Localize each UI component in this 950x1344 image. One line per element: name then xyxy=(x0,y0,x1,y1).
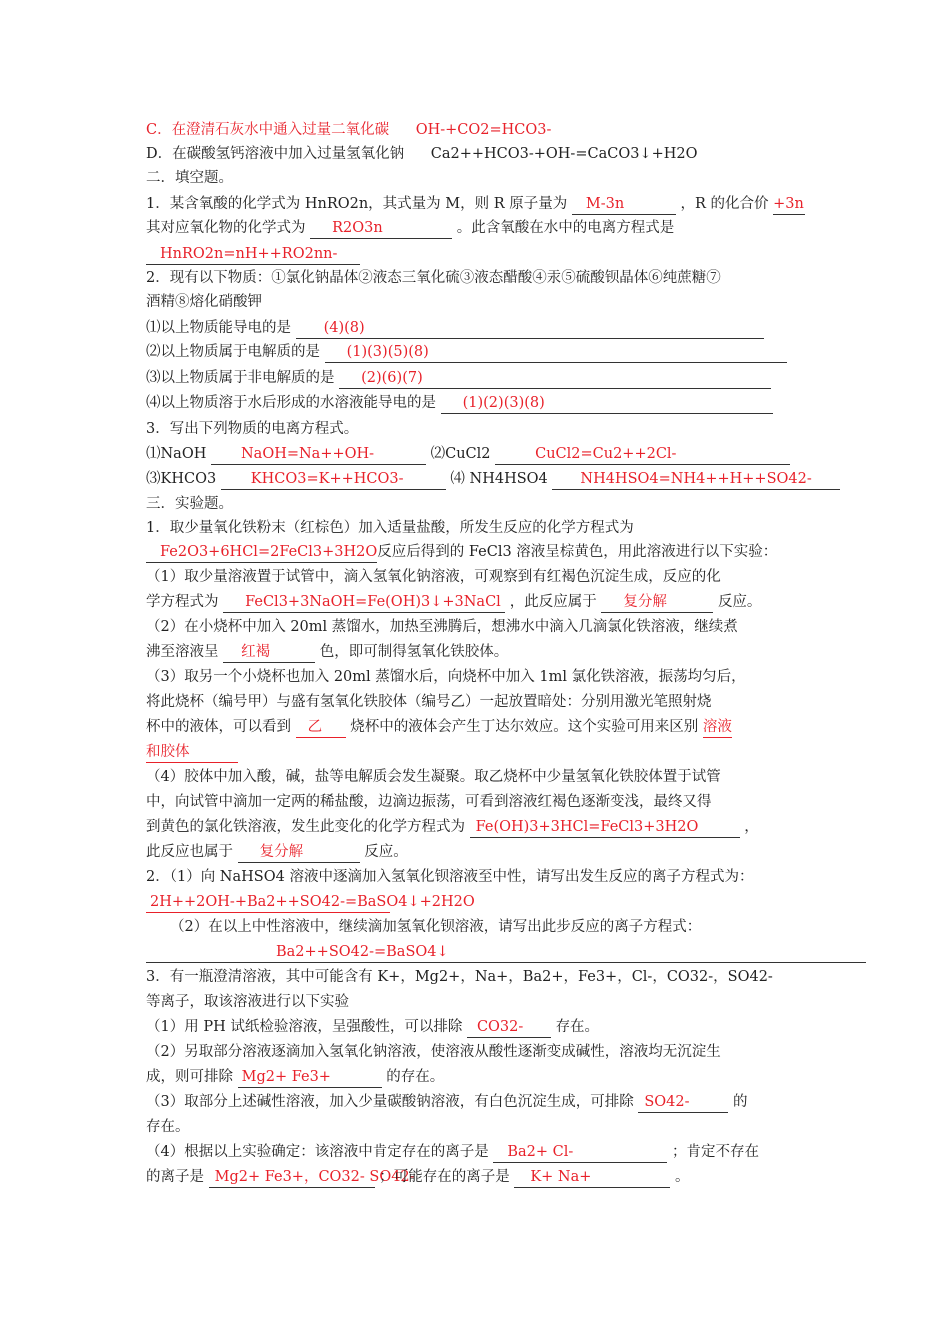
q1-ionization-label: 。此含氧酸在水中的电离方程式是 xyxy=(456,220,675,236)
exp3-part4-answer-absent: Mg2+ Fe3+，CO32- SO42- xyxy=(209,1167,375,1188)
exp1-part4-line3 xyxy=(146,815,816,839)
exp2-part1-answer: 2H++2OH-+Ba2++SO42-=BaSO4↓+2H2O xyxy=(146,892,390,913)
exp1-part4-answer: Fe(OH)3+3HCl=FeCl3+3H2O xyxy=(470,817,740,838)
exp1-part2-answer: 红褐 xyxy=(223,642,315,663)
q1-line1 xyxy=(146,192,816,216)
q2-stem-line1: 2．现有以下物质：①氯化钠晶体②液态三氧化硫③液态醋酸④汞⑤硫酸钡晶体⑥纯蔗糖⑦ xyxy=(146,270,721,286)
q3-row2 xyxy=(146,467,816,491)
exp1-part1-type-label: ，此反应属于 xyxy=(509,594,597,610)
exp3-part2-line1: （2）另取部分溶液逐滴加入氢氧化钠溶液，使溶液从酸性逐渐变成碱性，溶液均无沉淀生 xyxy=(146,1044,721,1060)
q2-part1 xyxy=(146,316,816,340)
q2-part4 xyxy=(146,391,816,415)
exp2-part1-answer-line xyxy=(146,890,816,914)
exp1-part4-line4 xyxy=(146,840,816,864)
exp3-part4-absent-prefix: 的离子是 xyxy=(146,1169,204,1185)
exp3-part4-answer-present: Ba2+ Cl- xyxy=(493,1142,667,1163)
option-d xyxy=(146,142,816,166)
exp1-part2-label: 沸至溶液呈 xyxy=(146,644,219,660)
exp1-answer-equation: Fe2O3+6HCl=2FeCl3+3H2O xyxy=(146,542,377,563)
exp1-part3-line3 xyxy=(146,715,816,739)
q3-item4-label: ⑷ NH4HSO4 xyxy=(450,471,548,487)
q1-line3 xyxy=(146,242,816,266)
exp3-part2-label: 成，则可排除 xyxy=(146,1069,233,1085)
option-d-equation: Ca2++HCO3-+OH-=CaCO3↓+H2O xyxy=(430,146,698,162)
option-c-text: C．在澄清石灰水中通入过量二氧化碳 xyxy=(146,122,390,138)
exp3-part2-answer: Mg2+ Fe3+ xyxy=(238,1067,382,1088)
q3-item2-label: ⑵CuCl2 xyxy=(430,446,491,462)
exp1-part3-line1: （3）取另一个小烧杯也加入 20ml 蒸馏水后，向烧杯中加入 1ml 氯化铁溶液，振荡均匀后， xyxy=(146,669,746,685)
exp1-part2-line2 xyxy=(146,640,816,664)
exp1-stem: 1．取少量氧化铁粉末（红棕色）加入适量盐酸，所发生反应的化学方程式为 xyxy=(146,520,634,536)
exp3-part3-line1 xyxy=(146,1090,816,1114)
q1-oxide-label: 其对应氧化物的化学式为 xyxy=(146,220,306,236)
section-fill-blank-heading: 二．填空题。 xyxy=(146,170,233,186)
q1-valence-label: ，R 的化合价 xyxy=(680,196,769,212)
exp2-part2-stem: （2）在以上中性溶液中，继续滴加氢氧化钡溶液，请写出此步反应的离子方程式： xyxy=(170,919,702,935)
exp1-part1-line1: （1）取少量溶液置于试管中，滴入氢氧化钠溶液，可观察到有红褐色沉淀生成，反应的化 xyxy=(146,569,721,585)
q3-row1 xyxy=(146,442,816,466)
q2-stem-line2: 酒精⑧熔化硝酸钾 xyxy=(146,294,262,310)
exp3-part4-answer-possible: K+ Na+ xyxy=(514,1167,670,1188)
section-experiment-heading: 三．实验题。 xyxy=(146,496,233,512)
q2-part3 xyxy=(146,366,816,390)
exp1-part1-type-answer: 复分解 xyxy=(601,592,713,613)
exp1-part1-suffix: 反应。 xyxy=(717,594,762,610)
option-d-text: D．在碳酸氢钙溶液中加入过量氢氧化钠 xyxy=(146,146,405,162)
exp1-part2-suffix: 色，即可制得氢氧化铁胶体。 xyxy=(319,644,509,660)
exp1-line2-text: 反应后得到的 FeCl3 溶液呈棕黄色，用此溶液进行以下实验： xyxy=(377,544,778,560)
q2-part1-answer: (4)(8) xyxy=(296,318,764,339)
exp1-part1-label: 学方程式为 xyxy=(146,594,219,610)
exp3-part4-period: 。 xyxy=(674,1169,690,1185)
exp1-part3-answer-beaker: 乙 xyxy=(296,717,346,738)
exp1-part4-type-label: 此反应也属于 xyxy=(146,844,233,860)
exp1-part3-answer-distinguish: 溶液 xyxy=(703,717,732,738)
exp3-part1-suffix: 存在。 xyxy=(555,1019,600,1035)
q3-item3-label: ⑶KHCO3 xyxy=(146,471,217,487)
exp2-part2-answer: Ba2++SO42-=BaSO4↓ xyxy=(146,942,866,963)
option-c-equation: OH-+CO2=HCO3- xyxy=(415,122,552,138)
exp3-part3-line2: 存在。 xyxy=(146,1119,190,1135)
exp2-part1-stem: 2．（1）向 NaHSO4 溶液中逐滴加入氢氧化钡溶液至中性，请写出发生反应的离子方程式为： xyxy=(146,869,754,885)
exp1-part4-line1: （4）胶体中加入酸，碱，盐等电解质会发生凝聚。取乙烧杯中少量氢氧化铁胶体置于试管 xyxy=(146,769,721,785)
exp3-part1 xyxy=(146,1015,816,1039)
exp1-part2-line1: （2）在小烧杯中加入 20ml 蒸馏水，加热至沸腾后，想沸水中滴入几滴氯化铁溶液，继续煮 xyxy=(146,619,738,635)
exp1-part4-suffix: 反应。 xyxy=(364,844,408,860)
exp3-part1-label: （1）用 PH 试纸检验溶液，呈强酸性，可以排除 xyxy=(146,1019,463,1035)
exp3-part4-label: （4）根据以上实验确定：该溶液中肯定存在的离子是 xyxy=(146,1144,489,1160)
q3-item3-answer: KHCO3=K++HCO3- xyxy=(221,469,446,490)
exp3-part4-line1 xyxy=(146,1140,816,1164)
exp3-part3-label: （3）取部分上述碱性溶液，加入少量碳酸钠溶液，有白色沉淀生成，可排除 xyxy=(146,1094,634,1110)
q3-stem: 3．写出下列物质的电离方程式。 xyxy=(146,421,359,437)
q2-part1-label: ⑴以上物质能导电的是 xyxy=(146,320,291,336)
q1-line2 xyxy=(146,216,816,240)
exp3-part2-suffix: 的存在。 xyxy=(386,1069,445,1085)
q2-part2-answer: (1)(3)(5)(8) xyxy=(325,342,787,363)
exp1-part3-line4 xyxy=(146,740,816,764)
exp1-part3-mid: 烧杯中的液体会产生丁达尔效应。这个实验可用来区别 xyxy=(350,719,699,735)
exp3-stem-line1: 3．有一瓶澄清溶液，其中可能含有 K+，Mg2+，Na+，Ba2+，Fe3+，Cl-，CO32-，SO42- xyxy=(146,969,773,985)
q2-part2 xyxy=(146,340,816,364)
q1-question: 1．某含氧酸的化学式为 HnRO2n，其式量为 M，则 R 原子量为 xyxy=(146,196,568,212)
q2-part4-answer: (1)(2)(3)(8) xyxy=(441,393,773,414)
exp3-part1-answer: CO32- xyxy=(467,1017,551,1038)
q3-item2-answer: CuCl2=Cu2++2Cl- xyxy=(495,444,790,465)
exp1-part4-comma: ， xyxy=(744,819,759,835)
q3-item4-answer: NH4HSO4=NH4++H++SO42- xyxy=(552,469,840,490)
exp3-part3-answer: SO42- xyxy=(638,1092,728,1113)
q3-item1-label: ⑴NaOH xyxy=(146,446,207,462)
exp1-part1-answer: FeCl3+3NaOH=Fe(OH)3↓+3NaCl xyxy=(223,592,505,613)
q1-answer-atomic-mass: M-3n xyxy=(572,194,676,215)
exp1-part4-line2: 中，向试管中滴加一定两的稀盐酸，边滴边振荡，可看到溶液红褐色逐渐变浅，最终又得 xyxy=(146,794,712,810)
q2-part3-answer: (2)(6)(7) xyxy=(339,368,771,389)
exp2-part2-answer-line xyxy=(146,940,816,964)
exp1-part3-label: 杯中的液体，可以看到 xyxy=(146,719,291,735)
q3-item1-answer: NaOH=Na++OH- xyxy=(211,444,426,465)
exp3-part4-possible-label: ；可能存在的离子是 xyxy=(379,1169,510,1185)
q2-part3-label: ⑶以上物质属于非电解质的是 xyxy=(146,370,335,386)
exp1-line2 xyxy=(146,540,816,564)
q2-part4-label: ⑷以上物质溶于水后形成的水溶液能导电的是 xyxy=(146,395,436,411)
q2-part2-label: ⑵以上物质属于电解质的是 xyxy=(146,344,320,360)
q1-answer-valence: +3n xyxy=(773,194,805,215)
q1-answer-oxide: R2O3n xyxy=(310,218,452,239)
exp3-part4-line2 xyxy=(146,1165,816,1189)
exp1-part3-line2: 将此烧杯（编号甲）与盛有氢氧化铁胶体（编号乙）一起放置暗处：分别用激光笔照射烧 xyxy=(146,694,712,710)
option-c xyxy=(146,118,816,142)
exp3-part2-line2 xyxy=(146,1065,816,1089)
exp1-part1-line2 xyxy=(146,590,816,614)
exp1-part4-label: 到黄色的氯化铁溶液，发生此变化的化学方程式为 xyxy=(146,819,465,835)
exp1-part3-answer-cont: 和胶体 xyxy=(146,742,238,763)
exp1-part4-type-answer: 复分解 xyxy=(238,842,360,863)
exp3-stem-line2: 等离子，取该溶液进行以下实验 xyxy=(146,994,349,1010)
exp3-part3-suffix: 的 xyxy=(732,1094,748,1110)
exp3-part4-absent-label: ；肯定不存在 xyxy=(671,1144,759,1160)
q1-answer-ionization: HnRO2n=nH++RO2nn- xyxy=(146,244,360,265)
